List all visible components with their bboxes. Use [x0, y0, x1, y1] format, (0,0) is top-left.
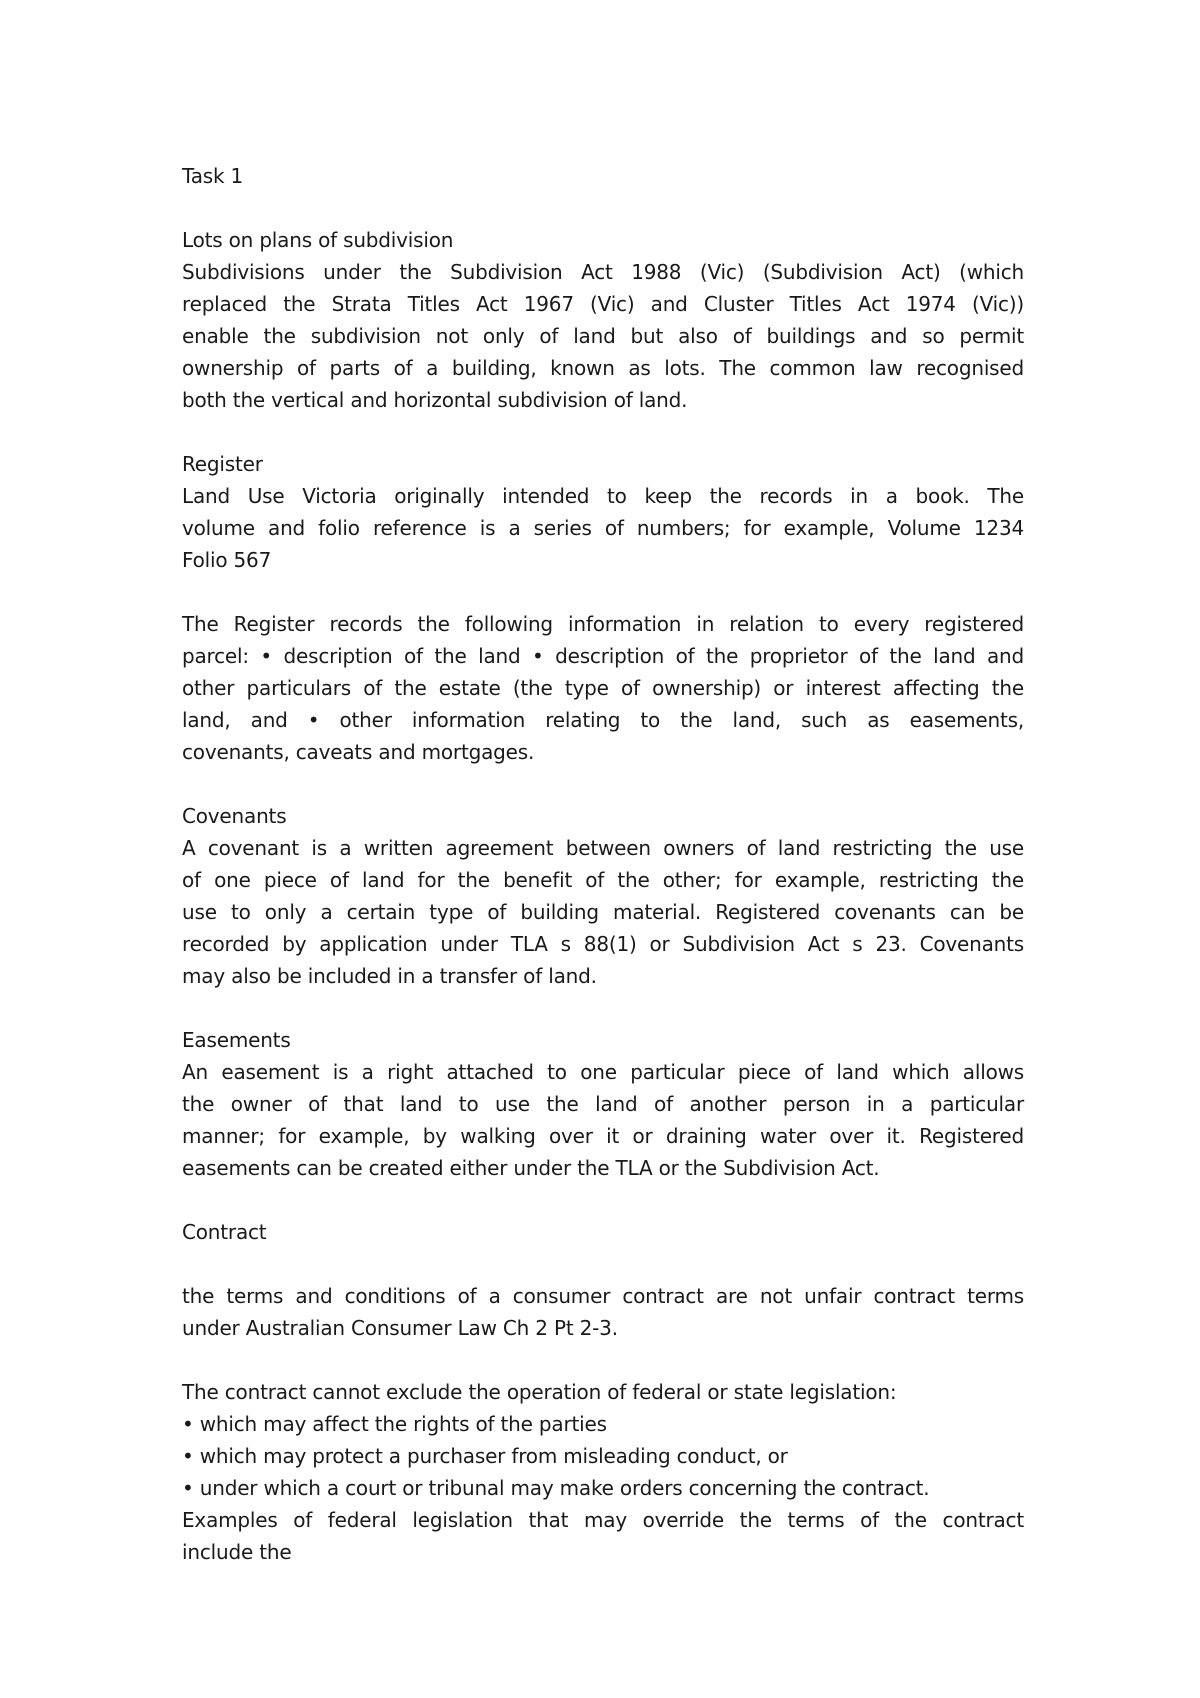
paragraph-line: under Australian Consumer Law Ch 2 Pt 2-3. [182, 1316, 618, 1340]
paragraph-line: include the [182, 1540, 292, 1564]
paragraph-line: other particulars of the estate (the type of ownership) or interest affecting the [182, 676, 1024, 700]
spacer [182, 1184, 1024, 1216]
paragraph-line: land, and • other information relating to the land, such as easements, [182, 708, 1024, 732]
paragraph-line: replaced the Strata Titles Act 1967 (Vic) and Cluster Titles Act 1974 (Vic)) [182, 292, 1024, 316]
paragraph-line: may also be included in a transfer of land. [182, 964, 597, 988]
section-heading-lots: Lots on plans of subdivision [182, 228, 454, 252]
bullet-item: • under which a court or tribunal may make orders concerning the contract. [182, 1476, 930, 1500]
spacer [182, 992, 1024, 1024]
bullet-item: • which may affect the rights of the parties [182, 1412, 607, 1436]
paragraph-line: the terms and conditions of a consumer contract are not unfair contract terms [182, 1284, 1024, 1308]
task-title: Task 1 [182, 164, 244, 188]
paragraph-line: Subdivisions under the Subdivision Act 1988 (Vic) (Subdivision Act) (which [182, 260, 1024, 284]
spacer [182, 416, 1024, 448]
bullet-item: • which may protect a purchaser from misleading conduct, or [182, 1444, 788, 1468]
paragraph-line: Land Use Victoria originally intended to keep the records in a book. The [182, 484, 1024, 508]
paragraph-line: volume and folio reference is a series of numbers; for example, Volume 1234 [182, 516, 1024, 540]
paragraph-line: enable the subdivision not only of land but also of buildings and so permit [182, 324, 1024, 348]
paragraph-line: of one piece of land for the benefit of the other; for example, restricting the [182, 868, 1024, 892]
paragraph-line: Examples of federal legislation that may override the terms of the contract [182, 1508, 1024, 1532]
paragraph-line: An easement is a right attached to one particular piece of land which allows [182, 1060, 1024, 1084]
paragraph-line: The contract cannot exclude the operation of federal or state legislation: [182, 1380, 897, 1404]
paragraph-line: covenants, caveats and mortgages. [182, 740, 535, 764]
spacer [182, 1248, 1024, 1280]
section-heading-easements: Easements [182, 1028, 291, 1052]
spacer [182, 768, 1024, 800]
section-heading-register: Register [182, 452, 263, 476]
spacer [182, 576, 1024, 608]
section-heading-contract: Contract [182, 1220, 267, 1244]
paragraph-line: recorded by application under TLA s 88(1) or Subdivision Act s 23. Covenants [182, 932, 1024, 956]
paragraph-line: parcel: • description of the land • description of the proprietor of the land and [182, 644, 1024, 668]
paragraph-line: use to only a certain type of building material. Registered covenants can be [182, 900, 1024, 924]
paragraph-line: manner; for example, by walking over it or draining water over it. Registered [182, 1124, 1024, 1148]
section-heading-covenants: Covenants [182, 804, 287, 828]
spacer [182, 192, 1024, 224]
paragraph-line: A covenant is a written agreement between owners of land restricting the use [182, 836, 1024, 860]
paragraph-line: Folio 567 [182, 548, 272, 572]
paragraph-line: ownership of parts of a building, known as lots. The common law recognised [182, 356, 1024, 380]
paragraph-line: The Register records the following information in relation to every registered [182, 612, 1024, 636]
spacer [182, 1344, 1024, 1376]
paragraph-line: the owner of that land to use the land of another person in a particular [182, 1092, 1024, 1116]
document-body [182, 160, 1024, 1568]
paragraph-line: both the vertical and horizontal subdivision of land. [182, 388, 688, 412]
paragraph-line: easements can be created either under the TLA or the Subdivision Act. [182, 1156, 880, 1180]
